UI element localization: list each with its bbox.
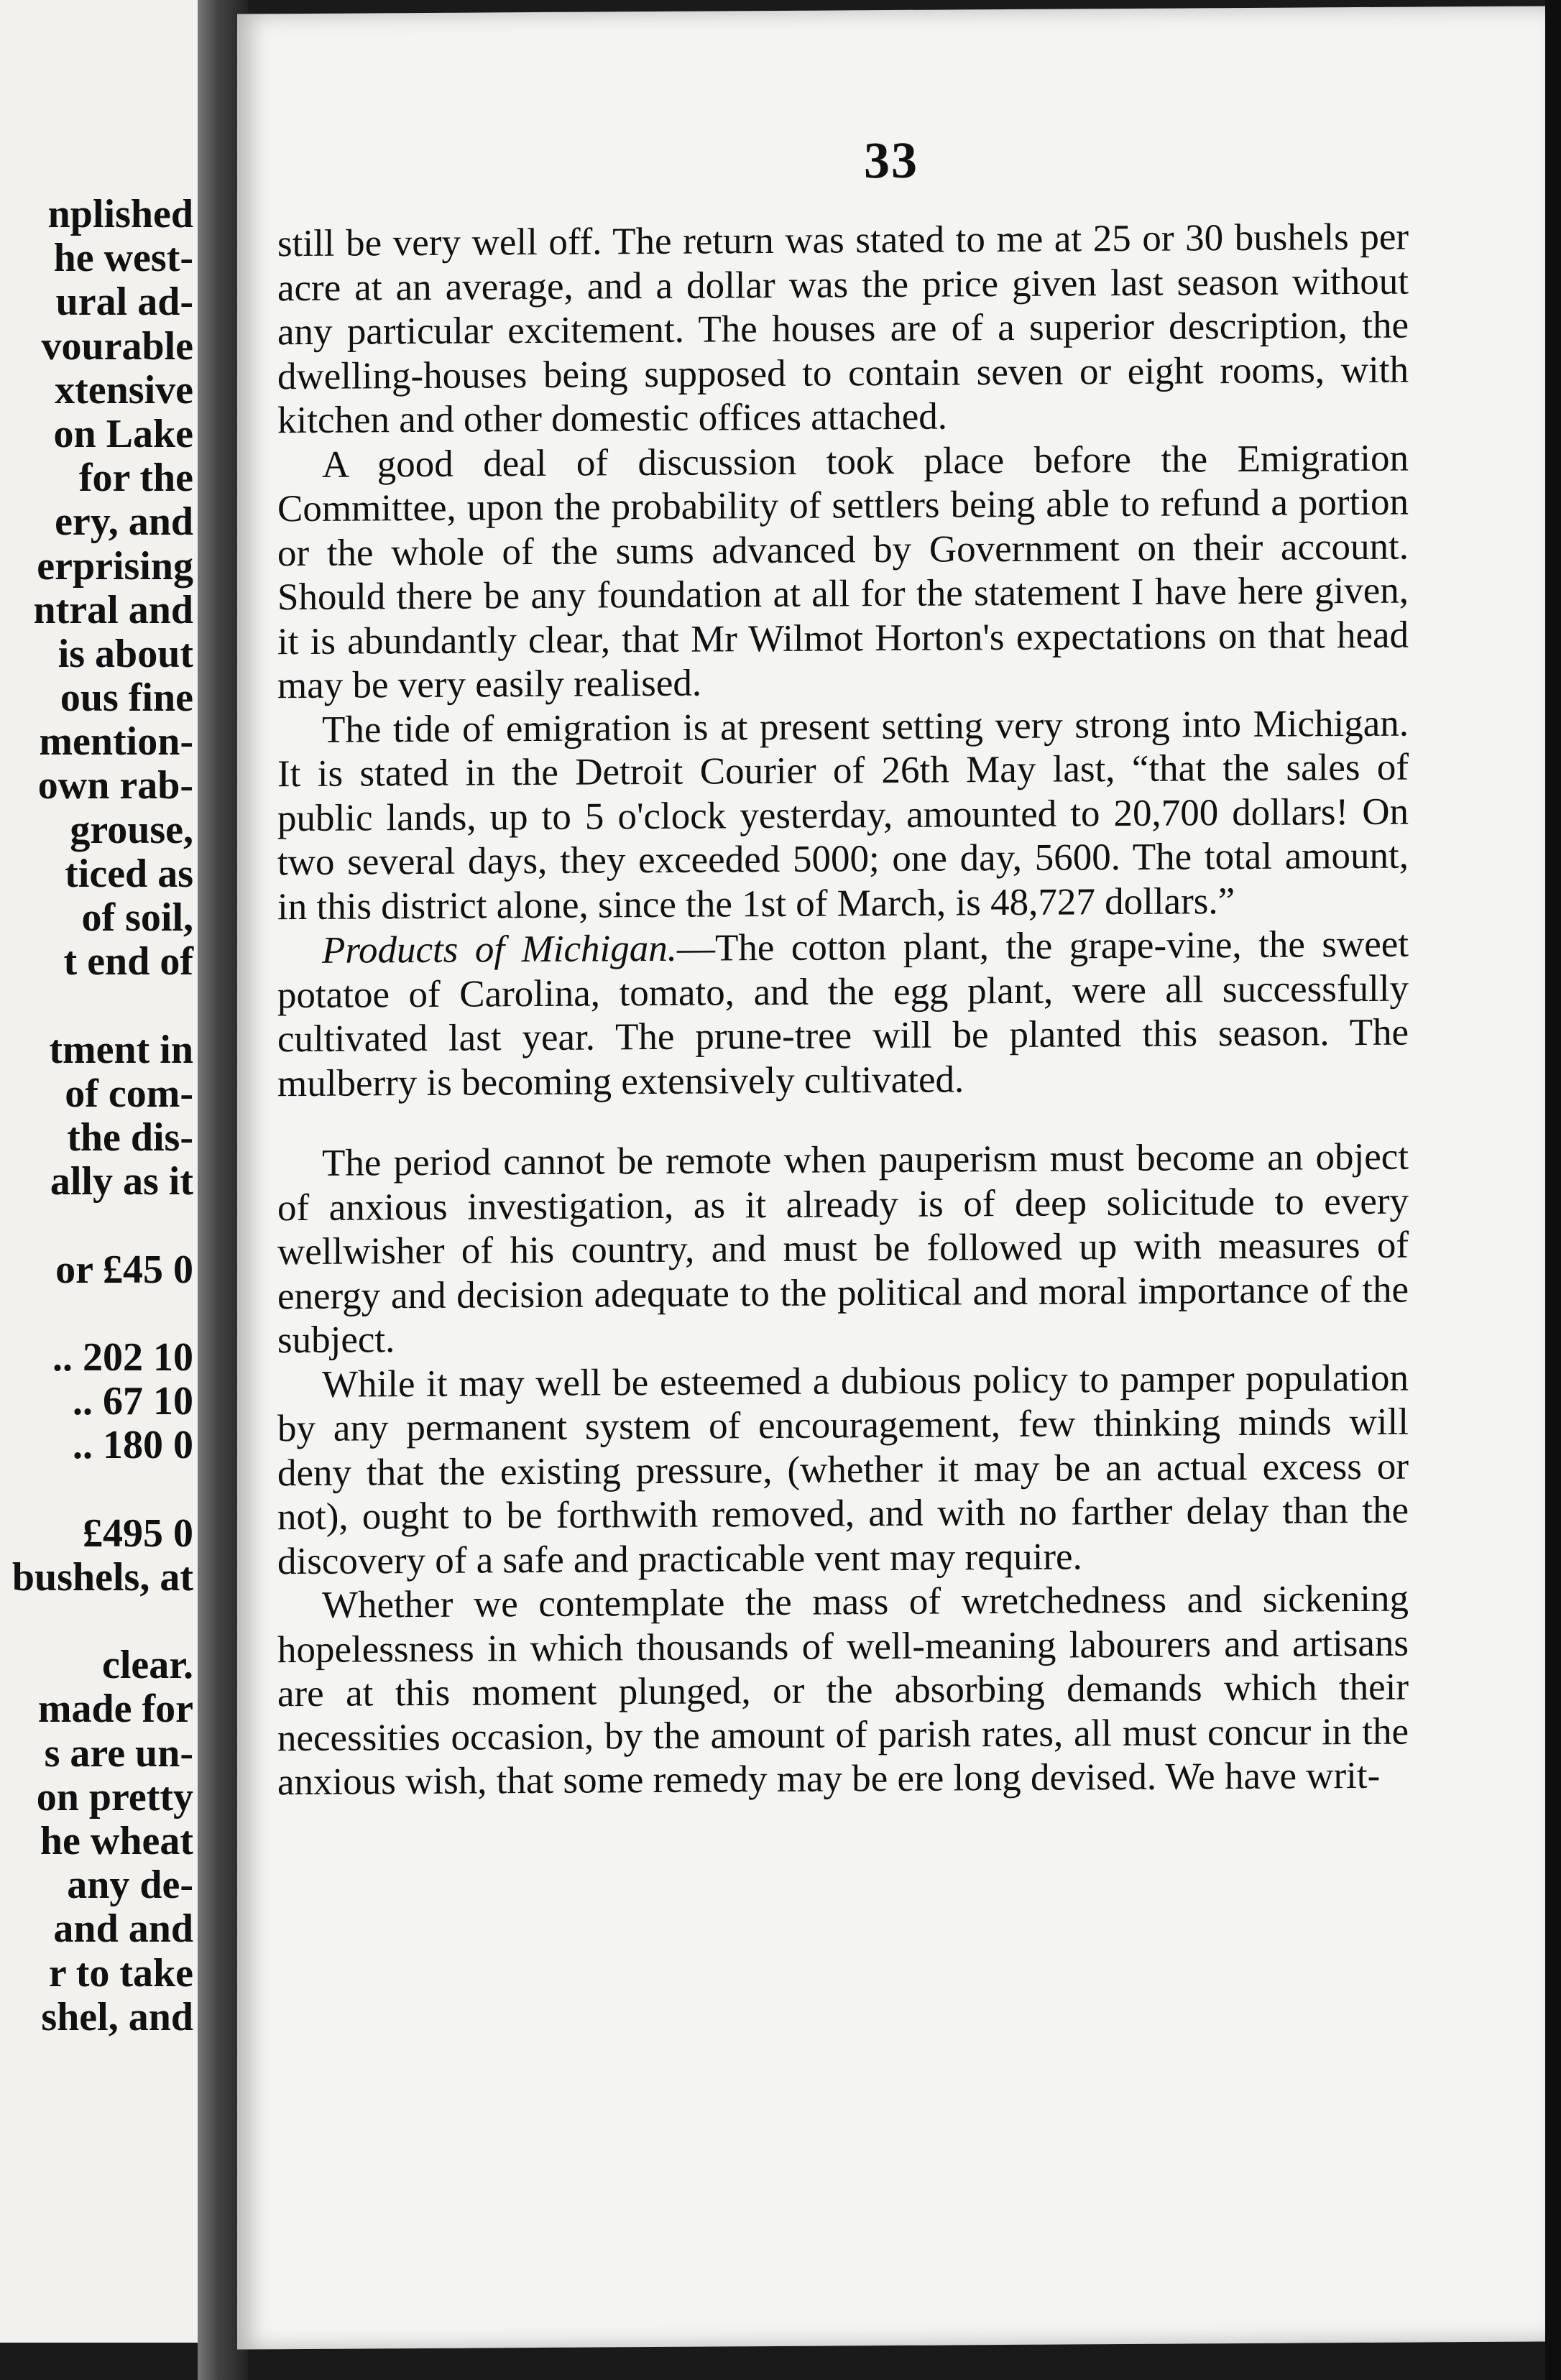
previous-page-line: own rab- xyxy=(37,763,193,808)
previous-page-line xyxy=(0,1600,193,1643)
previous-page-line: s are un- xyxy=(44,1730,193,1776)
page-number: 33 xyxy=(864,131,918,190)
previous-page-line: on Lake xyxy=(53,411,193,456)
book-page xyxy=(237,6,1545,2349)
previous-page-line xyxy=(0,1292,193,1336)
paragraph xyxy=(277,923,1409,1107)
previous-page-edge xyxy=(0,0,198,2343)
paragraph xyxy=(277,701,1409,929)
paragraph-text: A good deal of discussion took place before the Emigration Committee, upon the probability of settlers being able to refund a portion or the whole of the sums advanced by Government on their account. Should there be any foundation at all for the statement I have here given, it is abundantly clear, that Mr Wilmot Horton's expectations on that head may be very easily realised. xyxy=(277,437,1409,707)
paragraph xyxy=(277,1577,1409,1805)
previous-page-line: the dis- xyxy=(67,1115,193,1160)
previous-page-line: .. 202 10 xyxy=(52,1334,193,1380)
previous-page-line: he wheat xyxy=(40,1818,193,1863)
previous-page-line xyxy=(0,1204,193,1247)
previous-page-line: mention- xyxy=(39,719,193,765)
previous-page-text xyxy=(0,193,193,2039)
previous-page-line: and and xyxy=(53,1906,193,1952)
previous-page-line: ery, and xyxy=(55,499,193,545)
previous-page-line: erprising xyxy=(37,543,193,589)
previous-page-line: any de- xyxy=(67,1863,193,1908)
previous-page-line: clear. xyxy=(102,1643,193,1688)
previous-page-line: .. 67 10 xyxy=(73,1379,193,1424)
paragraph-text: The tide of emigration is at present setting very strong into Michigan. It is stated in the Detroit Courier of 26th May last, “that the sales of public lands, up to 5 o'clock yesterday, amounted to 20,700 dollars! On two several days, they exceeded 5000; one day, 5600. The total amount, in this district alone, since the 1st of March, is 48,727 dollars.” xyxy=(277,702,1409,928)
previous-page-line: nplished xyxy=(47,192,193,236)
previous-page-line xyxy=(0,1467,193,1511)
previous-page-line: for the xyxy=(78,456,193,501)
previous-page-line: vourable xyxy=(41,323,193,369)
previous-page-line xyxy=(0,984,193,1028)
previous-page-line: xtensive xyxy=(55,367,193,412)
previous-page-line: shel, and xyxy=(41,1994,193,2039)
paragraph xyxy=(277,216,1409,443)
previous-page-line: ntral and xyxy=(33,587,193,632)
previous-page-line: bushels, at xyxy=(11,1554,193,1600)
previous-page-line: made for xyxy=(37,1687,193,1732)
previous-page-line: ural ad- xyxy=(55,280,193,325)
page-body-text xyxy=(277,216,1409,1805)
previous-page-line: grouse, xyxy=(70,807,193,852)
previous-page-line: ally as it xyxy=(50,1159,193,1204)
previous-page-line: t end of xyxy=(63,939,193,984)
paragraph-text: Whether we contemplate the mass of wretchedness and sickening hopelessness in which thousands of well-meaning labourers and artisans are at this moment plunged, or the absorbing demands which their necessities occasion, by the amount of parish rates, all must concur in the anxious wish, that some remedy may be ere long devised. We have writ- xyxy=(277,1577,1409,1804)
paragraph-text: The period cannot be remote when pauperism must become an object of anxious investigation, as it already is of deep solicitude to every wellwisher of his country, and must be followed up with measures of energy and decision adequate to the political and moral importance of the subject. xyxy=(277,1135,1409,1362)
previous-page-line: £495 0 xyxy=(83,1510,193,1556)
previous-page-line: on pretty xyxy=(36,1774,193,1819)
paragraph-text: While it may well be esteemed a dubious policy to pamper population by any permanent system of encouragement, few thinking minds will deny that the existing pressure, (whether it may be an actual excess or not), ought to be forthwith removed, and with no farther delay than the discovery of a safe and practicable vent may require. xyxy=(277,1357,1409,1582)
paragraph xyxy=(277,436,1409,709)
previous-page-line: of soil, xyxy=(81,895,193,940)
previous-page-line: or £45 0 xyxy=(55,1247,193,1292)
previous-page-line: of com- xyxy=(65,1071,193,1116)
paragraph-heading: Products of Michigan. xyxy=(322,927,677,972)
previous-page-line: r to take xyxy=(48,1950,193,1996)
paragraph xyxy=(277,1135,1409,1363)
previous-page-line: he west- xyxy=(53,236,193,281)
paragraph-text: still be very well off. The return was stated to me at 25 or 30 bushels per acre at an average, and a dollar was the price given last season without any particular excitement. The houses are of a superior description, the dwelling-houses being supposed to contain seven or eight rooms, with kitchen and other domestic offices attached. xyxy=(277,216,1409,442)
previous-page-line: tment in xyxy=(49,1027,193,1072)
scan-border xyxy=(1545,0,1561,2380)
previous-page-line: is about xyxy=(57,631,193,676)
previous-page-line: .. 180 0 xyxy=(73,1423,193,1468)
previous-page-line: ous fine xyxy=(60,675,193,721)
previous-page-line: ticed as xyxy=(65,851,193,896)
paragraph xyxy=(277,1356,1409,1584)
paragraph-text: —The cotton plant, the grape-vine, the sweet potatoe of Carolina, tomato, and the egg plant, were all successfully cultivated last year. The prune-tree will be planted this season. The mulberry is becoming extensively cultivated. xyxy=(277,923,1409,1104)
